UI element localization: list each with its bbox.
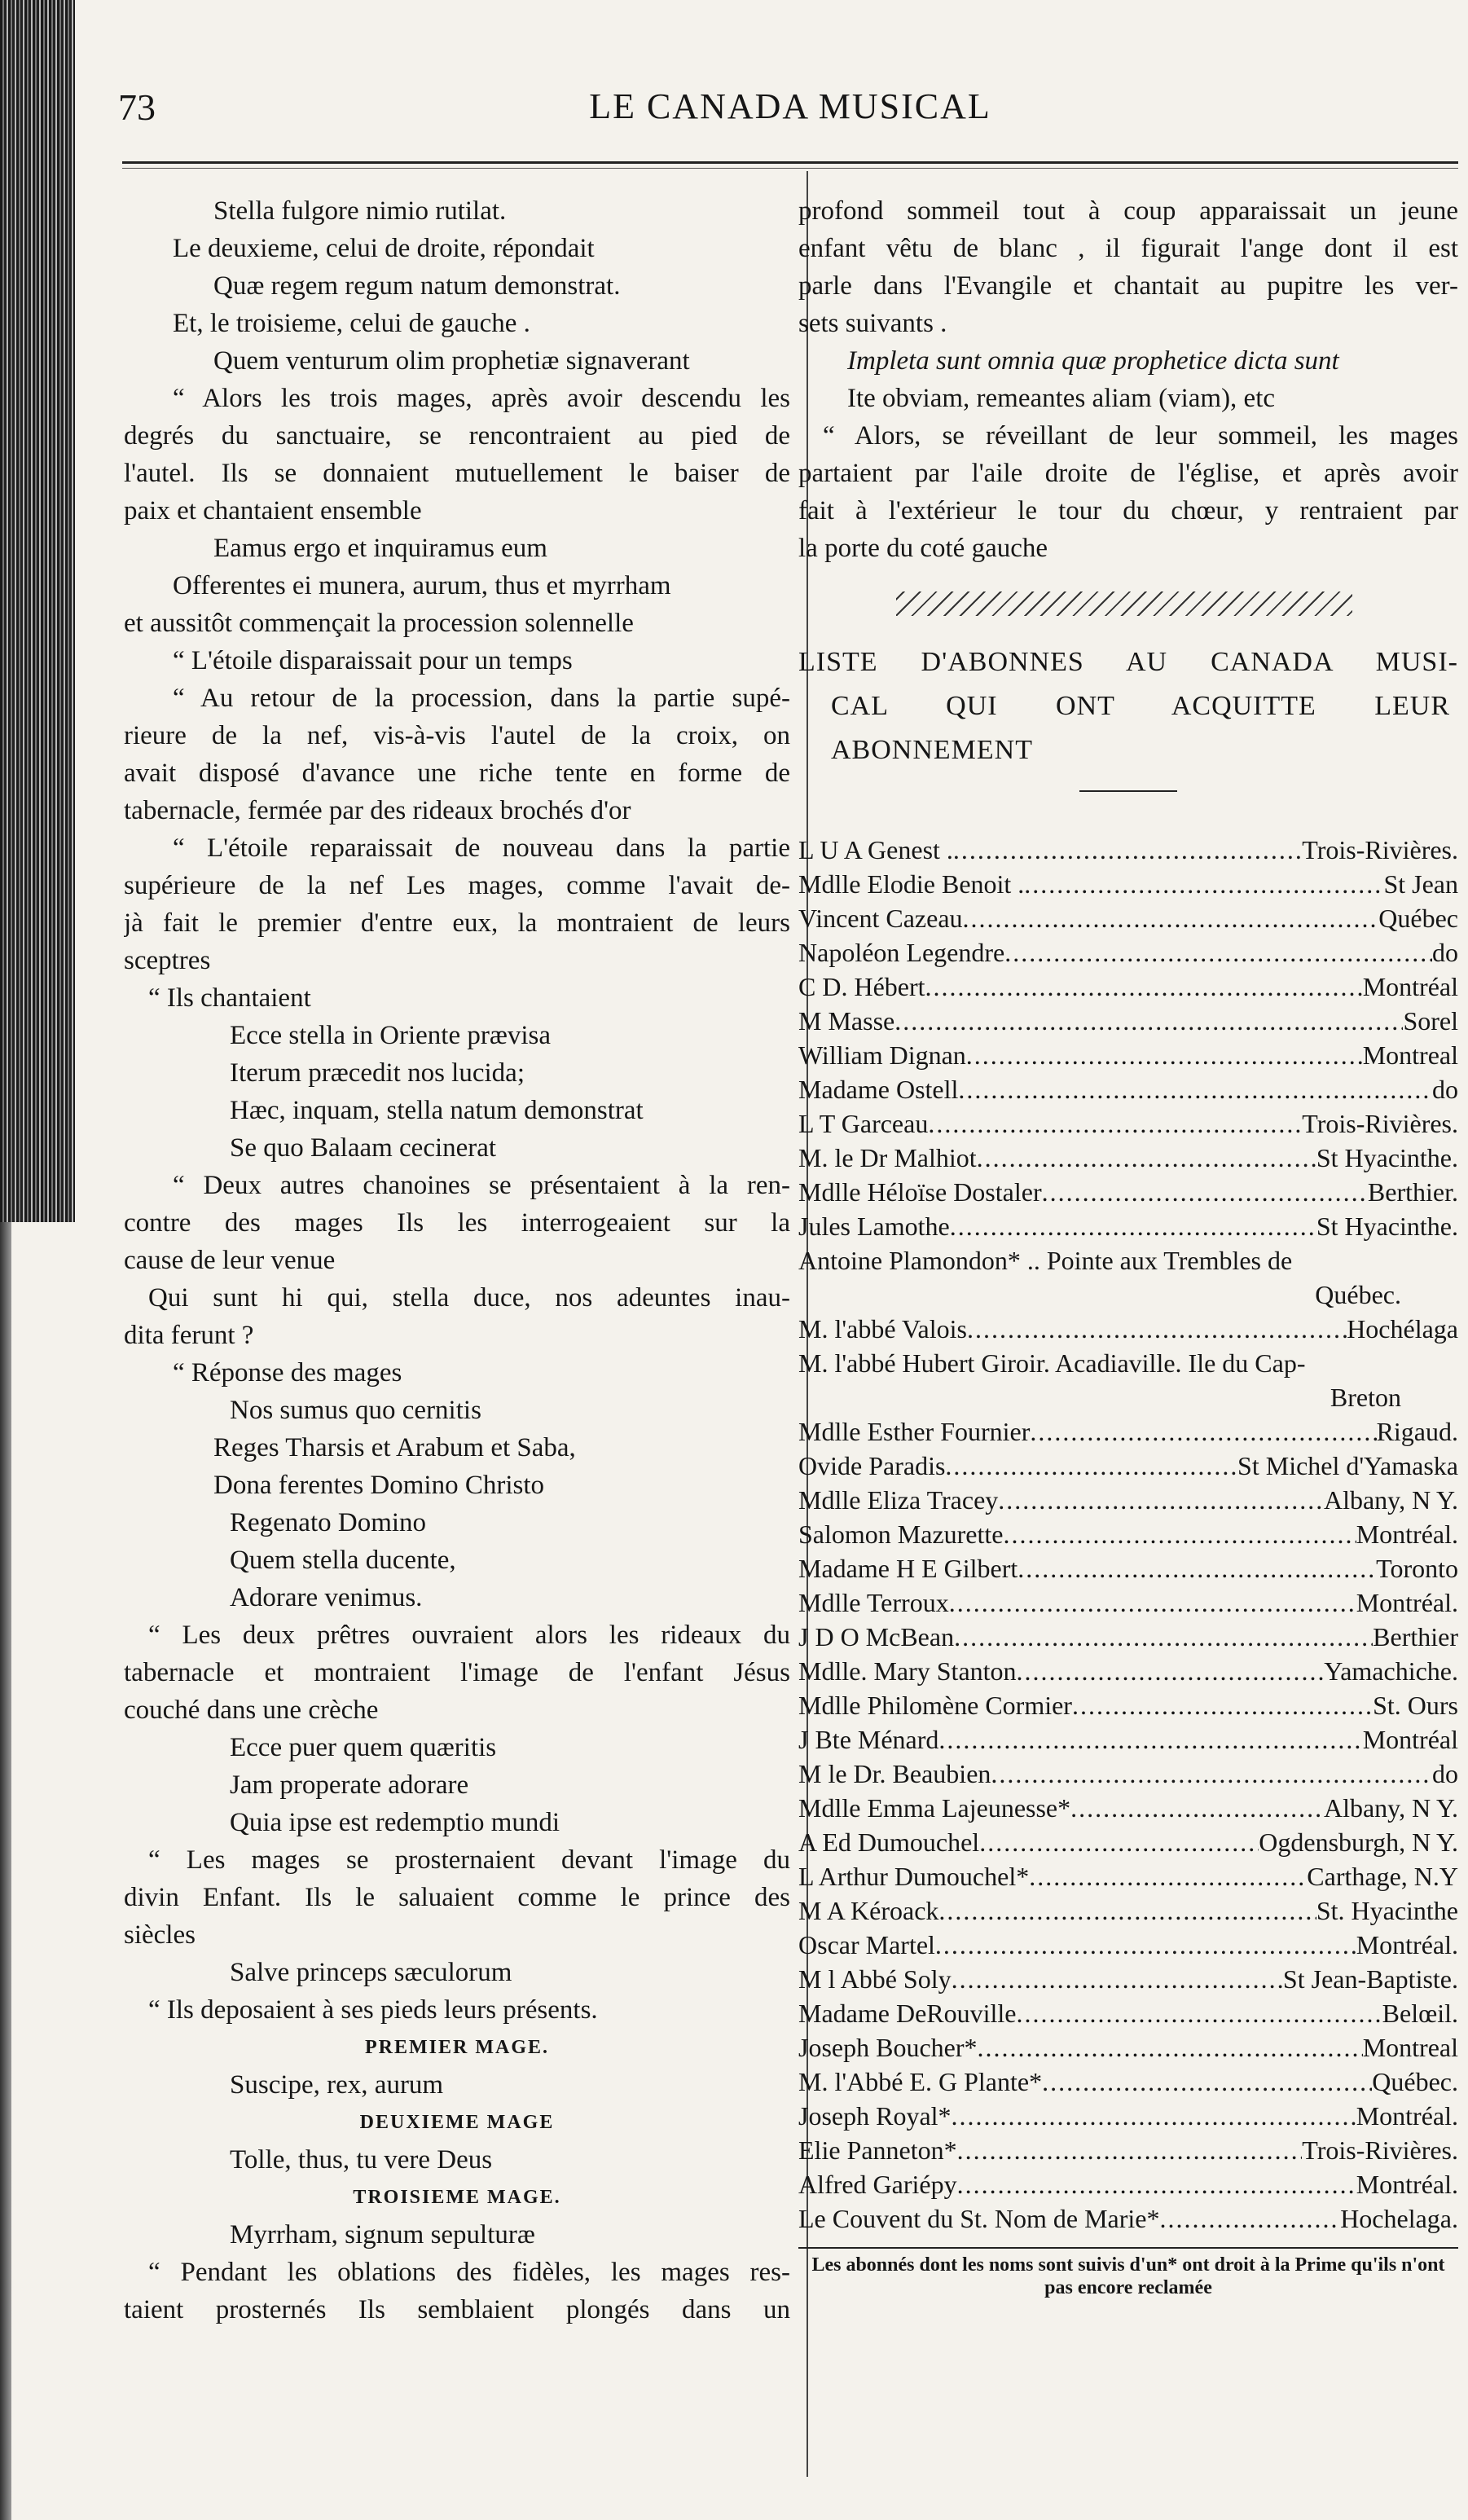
subscriber-name: M. l'abbé Hubert Giroir. Acadiaville. Ile du Cap- bbox=[798, 1348, 1306, 1378]
page-number: 73 bbox=[118, 86, 156, 128]
text-line: Myrrham, signum sepulturæ bbox=[230, 2220, 535, 2250]
leader-dots bbox=[963, 901, 1379, 935]
text-line: Ecce puer quem quæritis bbox=[230, 1733, 497, 1762]
subscriber-name: Jules Lamothe bbox=[798, 1212, 950, 1241]
leader-dots bbox=[945, 1449, 1237, 1483]
subscriber-name: Mdlle Héloïse Dostaler bbox=[798, 1177, 1042, 1207]
subscriber-place: St Jean bbox=[1383, 869, 1458, 899]
ornamental-divider bbox=[896, 592, 1352, 616]
text-line: Ite obviam, remeantes aliam (viam), etc bbox=[847, 384, 1276, 413]
text-line: “ Pendant les oblations des fidèles, les mages res- bbox=[148, 2258, 790, 2287]
text-line: “ Alors les trois mages, après avoir descendu les bbox=[173, 384, 790, 413]
subscriber-place: Montréal. bbox=[1356, 1930, 1458, 1959]
subscriber-entry bbox=[798, 1243, 1458, 1278]
right-column-text bbox=[798, 192, 1458, 567]
subscriber-name: A Ed Dumouchel bbox=[798, 1827, 980, 1857]
text-line: supérieure de la nef Les mages, comme l'avait de- bbox=[124, 871, 790, 900]
text-line: Offerentes ei munera, aurum, thus et myrrham bbox=[173, 571, 671, 600]
subscriber-place: Trois-Rivières. bbox=[1302, 835, 1458, 864]
leader-dots bbox=[1029, 1859, 1307, 1893]
leader-dots bbox=[894, 1004, 1403, 1038]
text-line: et aussitôt commençait la procession solennelle bbox=[124, 609, 634, 638]
header-rule bbox=[122, 161, 1458, 164]
subscriber-place-continued: Breton bbox=[1330, 1383, 1401, 1412]
leader-dots bbox=[967, 1312, 1347, 1346]
subscriber-entry bbox=[798, 935, 1458, 970]
subscriber-entry bbox=[798, 2065, 1458, 2099]
leader-dots bbox=[991, 1757, 1432, 1791]
text-line: tabernacle, fermée par des rideaux brochés d'or bbox=[124, 796, 631, 825]
text-line: rieure de la nef, vis-à-vis l'autel de la croix, on bbox=[124, 721, 790, 750]
leader-dots bbox=[949, 1585, 1356, 1620]
subscriber-entry bbox=[798, 1312, 1458, 1346]
leader-dots bbox=[950, 1209, 1316, 1243]
subscriber-place: Berthier bbox=[1373, 1622, 1458, 1651]
subscriber-place: Québec bbox=[1378, 904, 1458, 933]
text-line: fait à l'extérieur le tour du chœur, y rentraient par bbox=[798, 496, 1458, 526]
subscriber-name: M l Abbé Soly bbox=[798, 1964, 952, 1994]
subscriber-name: L U A Genest . bbox=[798, 835, 953, 864]
leader-dots bbox=[1017, 1654, 1325, 1688]
text-line: Se quo Balaam cecinerat bbox=[230, 1133, 497, 1163]
subscriber-place: Montreal bbox=[1362, 2033, 1458, 2062]
right-column bbox=[798, 192, 1458, 2299]
subscriber-place: Montréal. bbox=[1356, 2170, 1458, 2199]
text-line: Jam properate adorare bbox=[230, 1770, 469, 1800]
subscriber-entry bbox=[798, 2030, 1458, 2065]
subscriber-name: Mdlle Eliza Tracey bbox=[798, 1485, 999, 1515]
subscriber-entry bbox=[798, 1141, 1458, 1175]
text-line: Stella fulgore nimio rutilat. bbox=[213, 196, 507, 226]
header-rule-thin bbox=[122, 168, 1458, 169]
leader-dots bbox=[1070, 1791, 1324, 1825]
subscriber-name: Madame Ostell bbox=[798, 1075, 959, 1104]
text-line: Regenato Domino bbox=[230, 1508, 427, 1537]
text-line: Iterum præcedit nos lucida; bbox=[230, 1058, 525, 1088]
leader-dots bbox=[966, 1038, 1363, 1072]
subscriber-place-continued: Québec. bbox=[1315, 1280, 1401, 1309]
subscriber-entry bbox=[798, 1175, 1458, 1209]
subscriber-name: Madame DeRouville bbox=[798, 1999, 1017, 2028]
subscriber-place: do bbox=[1432, 938, 1458, 967]
subscriber-name: Mdlle Emma Lajeunesse* bbox=[798, 1793, 1071, 1823]
leader-dots bbox=[978, 2030, 1363, 2065]
text-line: Le deuxieme, celui de droite, répondait bbox=[173, 234, 595, 263]
leader-dots bbox=[952, 2099, 1356, 2133]
leader-dots bbox=[1072, 1688, 1373, 1722]
subscriber-place: St. Ours bbox=[1373, 1691, 1458, 1720]
leader-dots bbox=[1017, 1551, 1376, 1585]
leader-dots bbox=[1024, 867, 1383, 901]
subscriber-place: Montreal bbox=[1362, 1040, 1458, 1070]
subscriber-place: St Hyacinthe. bbox=[1316, 1143, 1458, 1172]
text-line: DEUXIEME MAGE bbox=[359, 2112, 555, 2133]
leader-dots bbox=[954, 1620, 1373, 1654]
leader-dots bbox=[938, 1893, 1316, 1928]
text-line: jà fait le premier d'entre eux, la montraient de leurs bbox=[124, 908, 790, 938]
text-line: partaient par l'aile droite de l'église, et après avoir bbox=[798, 459, 1458, 488]
subscriber-name: William Dignan bbox=[798, 1040, 966, 1070]
subscriber-place: Ogdensburgh, N Y. bbox=[1259, 1827, 1458, 1857]
subscriber-name: M Masse bbox=[798, 1006, 895, 1036]
subscriber-name: M. l'Abbé E. G Plante* bbox=[798, 2067, 1043, 2096]
subscriber-place: Albany, N Y. bbox=[1323, 1485, 1458, 1515]
subscriber-name: Ovide Paradis bbox=[798, 1451, 946, 1480]
subscriber-entry bbox=[798, 970, 1458, 1004]
subscriber-entry bbox=[798, 1483, 1458, 1517]
text-line: avait disposé d'avance une riche tente en forme de bbox=[124, 759, 790, 788]
text-line: “ L'étoile disparaissait pour un temps bbox=[173, 646, 573, 675]
subscriber-name: Vincent Cazeau bbox=[798, 904, 963, 933]
subscriber-name: M. l'abbé Valois bbox=[798, 1314, 967, 1344]
leader-dots bbox=[1004, 935, 1432, 970]
subscriber-name: Oscar Martel bbox=[798, 1930, 935, 1959]
subscriber-name: Mdlle. Mary Stanton bbox=[798, 1656, 1017, 1686]
subscriber-entry bbox=[798, 2133, 1458, 2167]
subscriber-name: Elie Panneton* bbox=[798, 2135, 957, 2165]
subscriber-name: M A Kéroack bbox=[798, 1896, 939, 1925]
text-line: Adorare venimus. bbox=[230, 1583, 423, 1612]
leader-dots bbox=[928, 1106, 1302, 1141]
left-column bbox=[124, 192, 790, 2329]
text-line: Reges Tharsis et Arabum et Saba, bbox=[213, 1433, 576, 1462]
text-line: dita ferunt ? bbox=[124, 1321, 254, 1350]
subscriber-entry bbox=[798, 1722, 1458, 1757]
text-line: Qui sunt hi qui, stella duce, nos adeuntes inau- bbox=[148, 1283, 790, 1313]
text-line: profond sommeil tout à coup apparaissait un jeune bbox=[798, 196, 1458, 226]
text-line: “ Alors, se réveillant de leur sommeil, les mages bbox=[823, 421, 1458, 451]
subscriber-entry bbox=[798, 1757, 1458, 1791]
subscriber-name: Mdlle Philomène Cormier bbox=[798, 1691, 1072, 1720]
subscriber-place: St Michel d'Yamaska bbox=[1237, 1451, 1458, 1480]
subscriber-place: Montréal bbox=[1362, 972, 1458, 1001]
subscriber-place: Albany, N Y. bbox=[1323, 1793, 1458, 1823]
text-line: “ L'étoile reparaissait de nouveau dans la partie bbox=[173, 833, 790, 863]
subscriber-place: do bbox=[1432, 1075, 1458, 1104]
leader-dots bbox=[957, 2133, 1303, 2167]
text-line: Eamus ergo et inquiramus eum bbox=[213, 534, 547, 563]
text-line: tabernacle et montraient l'image de l'enfant Jésus bbox=[124, 1658, 790, 1687]
subscriber-place: Trois-Rivières. bbox=[1302, 1109, 1458, 1138]
subscriber-entry bbox=[798, 1004, 1458, 1038]
subscriber-name: Joseph Boucher* bbox=[798, 2033, 978, 2062]
leader-dots bbox=[957, 2167, 1356, 2201]
subscriber-name: Alfred Gariépy bbox=[798, 2170, 957, 2199]
subscriber-place: Hochélaga bbox=[1347, 1314, 1458, 1344]
subscriber-name: Salomon Mazurette bbox=[798, 1519, 1004, 1549]
text-line: “ Réponse des mages bbox=[173, 1358, 402, 1388]
text-line: Ecce stella in Oriente prævisa bbox=[230, 1021, 552, 1050]
text-line: enfant vêtu de blanc , il figurait l'ange dont il est bbox=[798, 234, 1458, 263]
subscriber-place: Hochelaga. bbox=[1340, 2204, 1458, 2233]
subscriber-footnote: Les abonnés dont les noms sont suivis d'un* ont droit à la Prime qu'ils n'ont pas encore reclamée bbox=[811, 2254, 1445, 2298]
subscriber-entry bbox=[798, 1962, 1458, 1996]
subscriber-place: Sorel bbox=[1403, 1006, 1458, 1036]
subscriber-entry bbox=[798, 901, 1458, 935]
subscriber-place: Toronto bbox=[1376, 1554, 1458, 1583]
text-line: “ Ils chantaient bbox=[148, 983, 311, 1013]
subscriber-entry bbox=[798, 1893, 1458, 1928]
text-line: TROISIEME MAGE. bbox=[353, 2187, 561, 2208]
text-line: siècles bbox=[124, 1920, 196, 1950]
subscriber-list-title-line: ABONNEMENT bbox=[831, 735, 1033, 765]
subscriber-entry bbox=[798, 1688, 1458, 1722]
subscriber-entry bbox=[798, 867, 1458, 901]
subscriber-entry bbox=[798, 833, 1458, 867]
subscriber-name: C D. Hébert bbox=[798, 972, 925, 1001]
subscriber-name: Antoine Plamondon* .. Pointe aux Trembles de bbox=[798, 1246, 1293, 1275]
text-line: Quæ regem regum natum demonstrat. bbox=[213, 271, 621, 301]
subscriber-entry bbox=[798, 1620, 1458, 1654]
subscriber-entry bbox=[798, 2167, 1458, 2201]
subscriber-place: St Hyacinthe. bbox=[1316, 1212, 1458, 1241]
leader-dots bbox=[958, 1072, 1432, 1106]
subscriber-list-title-line: CAL QUI ONT ACQUITTE LEUR bbox=[831, 691, 1450, 721]
subscriber-place: Québec. bbox=[1372, 2067, 1458, 2096]
leader-dots bbox=[938, 1722, 1362, 1757]
subscriber-name: Mdlle Esther Fournier bbox=[798, 1417, 1031, 1446]
subscriber-entry bbox=[798, 1654, 1458, 1688]
leader-dots bbox=[998, 1483, 1324, 1517]
binding-edge-lower bbox=[0, 1222, 11, 2520]
subscriber-entry bbox=[798, 1449, 1458, 1483]
text-line: Salve princeps sæculorum bbox=[230, 1958, 512, 1987]
text-line: Et, le troisieme, celui de gauche . bbox=[173, 309, 530, 338]
text-line: l'autel. Ils se donnaient mutuellement le baiser de bbox=[124, 459, 790, 488]
subscriber-name: M le Dr. Beaubien bbox=[798, 1759, 991, 1788]
text-line: contre des mages Ils les interrogeaient sur la bbox=[124, 1208, 790, 1238]
leader-dots bbox=[953, 833, 1302, 867]
subscriber-list-title bbox=[798, 640, 1458, 772]
subscriber-entry bbox=[798, 1038, 1458, 1072]
text-line: “ Les deux prêtres ouvraient alors les rideaux du bbox=[148, 1621, 790, 1650]
text-line: Tolle, thus, tu vere Deus bbox=[230, 2145, 493, 2175]
leader-dots bbox=[1003, 1517, 1356, 1551]
subscriber-entry bbox=[798, 1551, 1458, 1585]
subscriber-place: Montréal. bbox=[1356, 1519, 1458, 1549]
subscriber-entry bbox=[798, 1996, 1458, 2030]
leader-dots bbox=[977, 1141, 1316, 1175]
text-line: “ Ils deposaient à ses pieds leurs présents. bbox=[148, 1995, 598, 2025]
text-line: paix et chantaient ensemble bbox=[124, 496, 422, 526]
subscriber-entry bbox=[798, 1859, 1458, 1893]
leader-dots bbox=[1030, 1414, 1376, 1449]
text-line: Impleta sunt omnia quæ prophetice dicta sunt bbox=[847, 346, 1339, 376]
leader-dots bbox=[1042, 1175, 1368, 1209]
leader-dots bbox=[935, 1928, 1356, 1962]
text-line: la porte du coté gauche bbox=[798, 534, 1048, 563]
text-line: cause de leur venue bbox=[124, 1246, 336, 1275]
text-line: Dona ferentes Domino Christo bbox=[213, 1471, 545, 1500]
subscriber-entry bbox=[798, 1585, 1458, 1620]
subscriber-name: J Bte Ménard bbox=[798, 1725, 939, 1754]
text-line: Quem venturum olim prophetiæ signaverant bbox=[213, 346, 690, 376]
text-line: “ Au retour de la procession, dans la partie supé- bbox=[173, 684, 790, 713]
text-line: Suscipe, rex, aurum bbox=[230, 2070, 444, 2100]
text-line: divin Enfant. Ils le saluaient comme le prince des bbox=[124, 1883, 790, 1912]
subscriber-name: Joseph Royal* bbox=[798, 2101, 952, 2131]
text-line: sceptres bbox=[124, 946, 211, 975]
text-line: Quem stella ducente, bbox=[230, 1546, 456, 1575]
subscriber-entry bbox=[798, 1517, 1458, 1551]
subscriber-entry bbox=[798, 2201, 1458, 2236]
subscriber-place: Belœil. bbox=[1382, 1999, 1458, 2028]
leader-dots bbox=[979, 1825, 1259, 1859]
subscriber-name: Mdlle Terroux bbox=[798, 1588, 949, 1617]
subscriber-place: Montréal. bbox=[1356, 2101, 1458, 2131]
page-header bbox=[118, 77, 1462, 143]
text-line: Hæc, inquam, stella natum demonstrat bbox=[230, 1096, 644, 1125]
subscriber-place: Carthage, N.Y bbox=[1307, 1862, 1458, 1891]
text-line: Nos sumus quo cernitis bbox=[230, 1396, 481, 1425]
subscriber-entry bbox=[798, 1825, 1458, 1859]
subscriber-name: Napoléon Legendre bbox=[798, 938, 1005, 967]
subscriber-place: Berthier. bbox=[1367, 1177, 1458, 1207]
leader-dots bbox=[1042, 2065, 1372, 2099]
text-line: “ Les mages se prosternaient devant l'image du bbox=[148, 1845, 790, 1875]
journal-title: LE CANADA MUSICAL bbox=[589, 86, 991, 126]
leader-dots bbox=[952, 1962, 1283, 1996]
subscriber-place: Montréal bbox=[1362, 1725, 1458, 1754]
subscriber-entry bbox=[798, 1791, 1458, 1825]
subscriber-name: L Arthur Dumouchel* bbox=[798, 1862, 1030, 1891]
subscriber-entry bbox=[798, 1106, 1458, 1141]
subscriber-entry bbox=[798, 1072, 1458, 1106]
subscriber-entry bbox=[798, 1209, 1458, 1243]
subscriber-entry bbox=[798, 1414, 1458, 1449]
subscriber-place: St Jean-Baptiste. bbox=[1282, 1964, 1458, 1994]
subscriber-place: do bbox=[1432, 1759, 1458, 1788]
text-line: Quia ipse est redemptio mundi bbox=[230, 1808, 560, 1837]
leader-dots bbox=[925, 970, 1363, 1004]
subscriber-list-title-line: LISTE D'ABONNES AU CANADA MUSI- bbox=[798, 647, 1458, 677]
subscriber-place: Rigaud. bbox=[1376, 1417, 1458, 1446]
subscriber-entry bbox=[798, 2099, 1458, 2133]
leader-dots bbox=[1159, 2201, 1340, 2236]
text-line: parle dans l'Evangile et chantait au pupitre les ver- bbox=[798, 271, 1458, 301]
subscriber-entry bbox=[798, 1346, 1458, 1380]
subscriber-place: Trois-Rivières. bbox=[1302, 2135, 1458, 2165]
subscriber-name: Mdlle Elodie Benoit . bbox=[798, 869, 1025, 899]
subscriber-place: Yamachiche. bbox=[1324, 1656, 1458, 1686]
text-line: PREMIER MAGE. bbox=[365, 2037, 549, 2058]
text-line: degrés du sanctuaire, se rencontraient au pied de bbox=[124, 421, 790, 451]
subscriber-list bbox=[798, 833, 1458, 2236]
subscriber-place: St. Hyacinthe bbox=[1316, 1896, 1458, 1925]
subscriber-name: J D O McBean bbox=[798, 1622, 955, 1651]
subscriber-place: Montréal. bbox=[1356, 1588, 1458, 1617]
text-line: taient prosternés Ils semblaient plongés dans un bbox=[124, 2295, 790, 2324]
text-line: couché dans une crèche bbox=[124, 1695, 379, 1725]
subscriber-name: Le Couvent du St. Nom de Marie* bbox=[798, 2204, 1160, 2233]
subscriber-entry bbox=[798, 1928, 1458, 1962]
leader-dots bbox=[1016, 1996, 1382, 2030]
text-line: “ Deux autres chanoines se présentaient à la ren- bbox=[173, 1171, 790, 1200]
subscriber-name: M. le Dr Malhiot bbox=[798, 1143, 977, 1172]
subscriber-name: L T Garceau bbox=[798, 1109, 929, 1138]
text-line: sets suivants . bbox=[798, 309, 947, 338]
subscriber-name: Madame H E Gilbert bbox=[798, 1554, 1018, 1583]
title-rule bbox=[1079, 790, 1177, 792]
binding-edge bbox=[0, 0, 75, 1222]
